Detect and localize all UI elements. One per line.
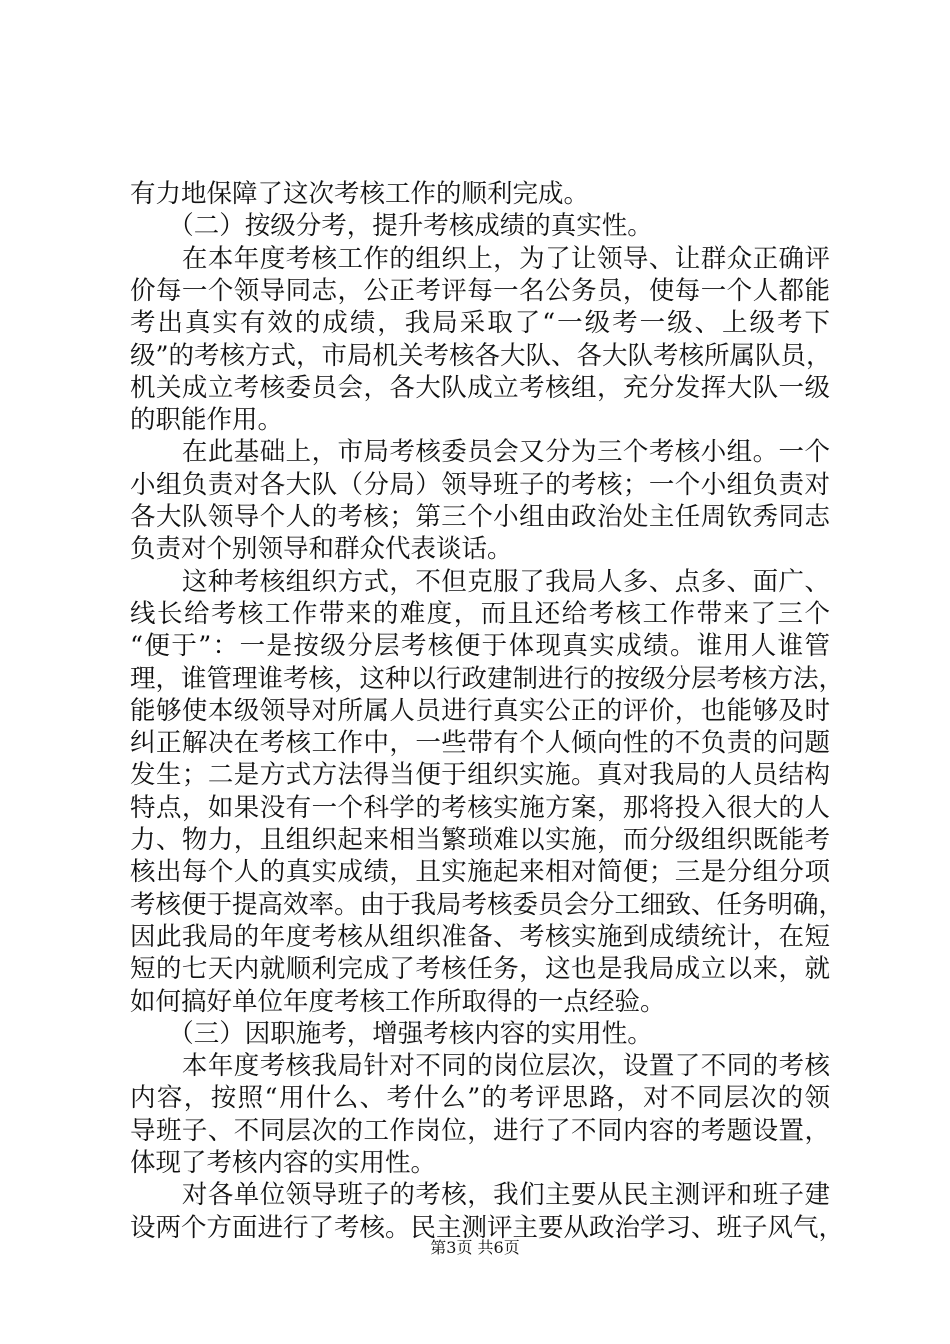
text-line: 本年度考核我局针对不同的岗位层次，设置了不同的考核 (130, 1051, 830, 1082)
text-line: 短的七天内就顺利完成了考核任务，这也是我局成立以来，就 (130, 954, 830, 985)
text-line: 发生；二是方式方法得当便于组织实施。真对我局的人员结构 (130, 760, 830, 791)
text-line: 纠正解决在考核工作中，一些带有个人倾向性的不负责的问题 (130, 728, 830, 759)
text-line: 内容，按照“用什么、考什么”的考评思路，对不同层次的领 (130, 1083, 830, 1114)
text-line: （三）因职施考，增强考核内容的实用性。 (130, 1018, 653, 1049)
text-line: 考出真实有效的成绩，我局采取了“一级考一级、上级考下 (130, 308, 830, 339)
text-line: 负责对个别领导和群众代表谈话。 (130, 534, 513, 565)
text-line: 体现了考核内容的实用性。 (130, 1148, 437, 1178)
text-line: 有力地保障了这次考核工作的顺利完成。 (130, 179, 590, 209)
text-line: 小组负责对各大队（分局）领导班子的考核；一个小组负责对 (130, 469, 830, 500)
text-line: 级”的考核方式，市局机关考核各大队、各大队考核所属队员， (130, 340, 832, 371)
text-line: 能够使本级领导对所属人员进行真实公正的评价，也能够及时 (130, 695, 830, 726)
text-line: 这种考核组织方式，不但克服了我局人多、点多、面广、 (130, 566, 830, 597)
text-line: 因此我局的年度考核从组织准备、考核实施到成绩统计，在短 (130, 921, 830, 952)
text-line: 如何搞好单位年度考核工作所取得的一点经验。 (130, 986, 666, 1017)
page-footer: 第3页 共6页 (430, 1238, 520, 1257)
text-line: 力、物力，且组织起来相当繁琐难以实施，而分级组织既能考 (130, 825, 830, 855)
text-line: “便于”：一是按级分层考核便于体现真实成绩。谁用人谁管 (130, 631, 830, 662)
text-line: 价每一个领导同志，公正考评每一名公务员，使每一个人都能 (130, 275, 830, 306)
text-line: 对各单位领导班子的考核，我们主要从民主测评和班子建 (130, 1180, 830, 1211)
text-line: 机关成立考核委员会，各大队成立考核组，充分发挥大队一级 (130, 372, 830, 403)
text-line: 理，谁管理谁考核，这种以行政建制进行的按级分层考核方法， (130, 663, 845, 694)
text-line: 特点，如果没有一个科学的考核实施方案，那将投入很大的人 (130, 792, 830, 823)
text-line: 考核便于提高效率。由于我局考核委员会分工细致、任务明确， (130, 889, 845, 920)
text-line: 在本年度考核工作的组织上，为了让领导、让群众正确评 (130, 243, 830, 274)
text-line: （二）按级分考，提升考核成绩的真实性。 (130, 211, 653, 242)
text-line: 线长给考核工作带来的难度，而且还给考核工作带来了三个 (130, 598, 830, 629)
text-line: 导班子、不同层次的工作岗位，进行了不同内容的考题设置， (130, 1115, 830, 1146)
text-line: 设两个方面进行了考核。民主测评主要从政治学习、班子风气， (130, 1212, 845, 1243)
text-line: 在此基础上，市局考核委员会又分为三个考核小组。一个 (130, 437, 830, 468)
text-line: 核出每个人的真实成绩，且实施起来相对简便；三是分组分项 (130, 857, 830, 888)
text-line: 各大队领导个人的考核；第三个小组由政治处主任周钦秀同志 (130, 502, 830, 532)
text-line: 的职能作用。 (130, 405, 284, 436)
